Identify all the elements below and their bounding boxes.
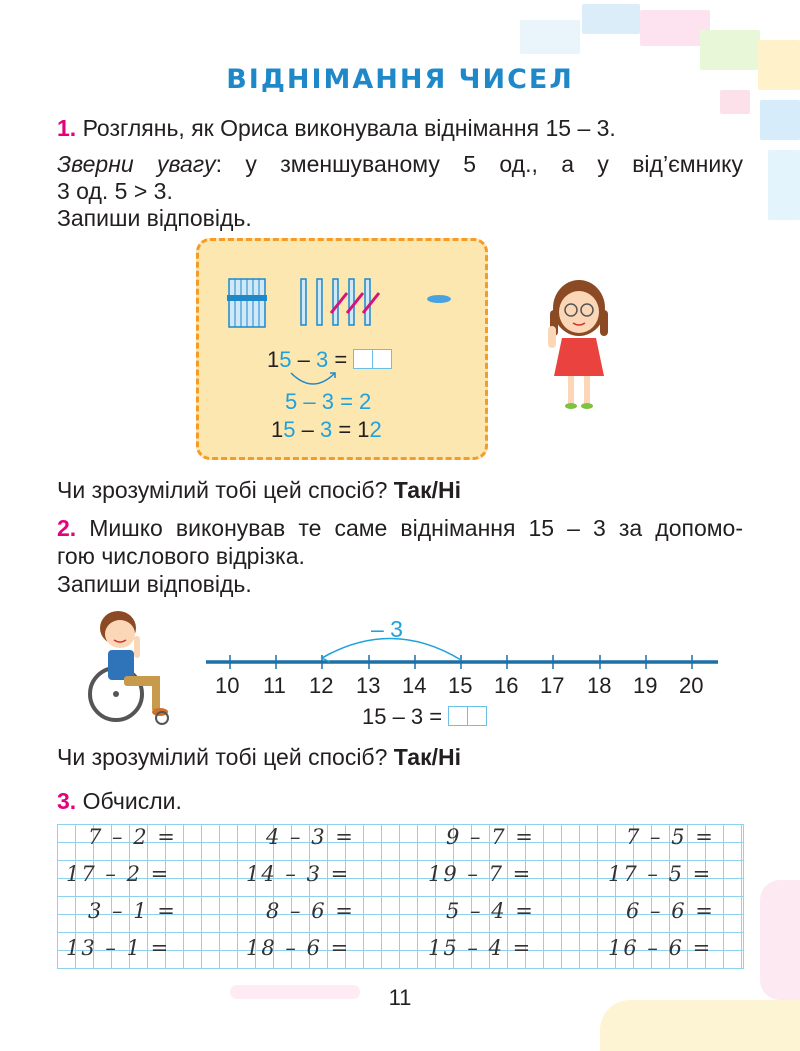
exercise-item: 7 – 2 = [88,825,177,849]
exercise-item: 17 – 5 = [608,862,713,886]
page-number: 11 [388,985,412,1010]
eq2-part: 5 [285,389,298,414]
page-title: ВІДНІМАННЯ ЧИСЕЛ [226,64,574,95]
task1-answer-choice[interactable]: Так/Ні [393,477,461,503]
eq3-part: 1 [271,417,284,442]
exercise-item: 9 – 7 = [446,825,535,849]
exercise-item: 19 – 7 = [428,862,533,886]
eq2-part: = [333,389,360,414]
tick-label: 14 [402,673,427,698]
eq3-part: 3 [319,417,333,442]
tick-label: 11 [263,673,286,698]
task1-note-line1 [57,151,743,178]
exercise-item: 15 – 4 = [428,936,533,960]
eq2-part: 3 [321,389,334,414]
tick-label: 16 [494,673,519,698]
equation-2 [285,389,371,415]
tick-label: 10 [215,673,240,698]
answer-box[interactable] [373,349,392,369]
eq2-part: 2 [359,389,372,414]
task1-number: 1. [57,115,77,141]
task3-line [57,788,182,815]
tick-label: 19 [633,673,658,698]
boy-wheelchair-illustration [78,606,178,726]
task2-question-line [57,744,461,771]
eq3-part: 5 [283,417,296,442]
eq3-part: 2 [369,417,382,442]
decor-square [582,4,640,34]
decor-blob [760,880,800,1000]
example-board [196,238,488,460]
task2-answer-choice[interactable]: Так/Ні [393,744,461,770]
exercise-item: 17 – 2 = [66,862,171,886]
equation-3 [271,417,382,443]
eq1-digit: 1 [267,347,280,372]
answer-box[interactable] [353,349,373,369]
exercise-item: 14 – 3 = [246,862,351,886]
answer-box[interactable] [468,706,487,726]
eq1-subtrahend: 3 [315,347,329,372]
exercise-item: 16 – 6 = [608,936,713,960]
tick-label: 18 [587,673,612,698]
tick-label: 15 [448,673,473,698]
task2-number: 2. [57,515,77,541]
eq2-part: – [297,389,322,414]
task2-equation [362,704,487,730]
tick-label: 17 [540,673,565,698]
task2-text: Мишко виконував те саме віднімання 15 – 3 за допомо- [89,515,743,541]
task1-text: Розглянь, як Ориса виконувала віднімання 15 – 3. [82,115,616,141]
eq3-part: – [295,417,320,442]
task2-instruction: Запиши відповідь. [57,571,252,597]
task2-line1 [57,515,743,542]
exercise-item: 7 – 5 = [626,825,715,849]
task1-note-italic: Зверни увагу [57,151,216,177]
task3-text: Обчисли. [82,788,182,814]
task1-question: Чи зрозумілий тобі цей спосіб? [57,477,388,503]
exercise-item: 13 – 1 = [66,936,171,960]
task1-question-line [57,477,461,504]
tick-label: 20 [679,673,704,698]
eq1-minus: – [291,347,316,372]
task2-question: Чи зрозумілий тобі цей спосіб? [57,744,388,770]
jump-label: – 3 [371,616,403,642]
answer-box[interactable] [448,706,468,726]
eq1-digit-ones: 5 [279,347,292,372]
task1-note-line2: 3 од. 5 > 3. [57,178,173,204]
girl-illustration [534,268,624,418]
task1-instruction: Запиши відповідь. [57,205,252,231]
task1-line [57,115,616,142]
eq1-equals: = [328,347,348,372]
decor-square [520,20,580,54]
task3-number: 3. [57,788,77,814]
tens-and-ones-sticks-icon [199,241,485,341]
tick-label: 13 [356,673,381,698]
task2-equation-text: 15 – 3 = [362,704,443,729]
exercise-item: 6 – 6 = [626,899,715,923]
exercise-item: 8 – 6 = [266,899,355,923]
number-line [200,610,730,674]
decor-square [760,100,800,140]
exercise-item: 18 – 6 = [246,936,351,960]
exercise-item: 3 – 1 = [88,899,177,923]
tick-label: 12 [309,673,334,698]
eq3-part: = 1 [332,417,370,442]
task2-line2: гою числового відрізка. [57,543,305,569]
decor-square [768,150,800,220]
exercise-item: 4 – 3 = [266,825,355,849]
task1-note-text: : у зменшуваному 5 од., а у від’ємнику [215,151,743,177]
exercise-item: 5 – 4 = [446,899,535,923]
